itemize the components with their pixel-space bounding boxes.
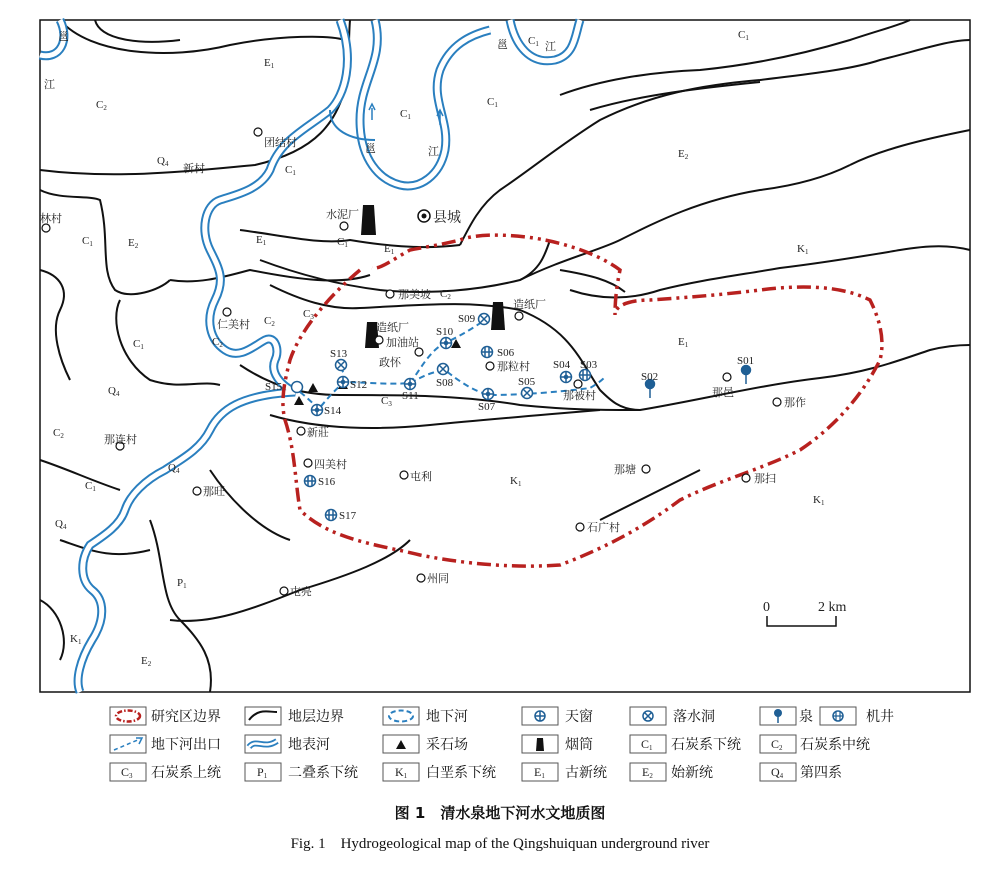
legend-item-spring (760, 707, 813, 725)
station-label: S07 (478, 401, 496, 413)
strata-label: C1 (82, 235, 93, 248)
legend-label: 泉 (799, 709, 813, 725)
legend (110, 707, 894, 781)
legend-item-p1 (245, 763, 358, 781)
place-name: 造纸厂 (513, 298, 546, 311)
strata-label: C1 (738, 29, 749, 42)
place-name: 石广村 (587, 521, 620, 534)
village-icon (375, 336, 383, 344)
skylight-icon (561, 372, 572, 383)
place-name: 那被村 (563, 389, 596, 402)
strata-label: C1 (487, 96, 498, 109)
place-name: 屯利 (410, 470, 432, 483)
strata-label: Q4 (55, 518, 67, 531)
legend-label: 机井 (866, 709, 894, 725)
legend-item-e2 (630, 763, 713, 781)
strata-label: E2 (678, 148, 689, 161)
station-label: S11 (402, 390, 419, 402)
chimney-icon (361, 205, 376, 235)
legend-item-surface-river (245, 735, 330, 753)
strata-label: C3 (303, 308, 314, 321)
svg-text:C1: C1 (641, 737, 653, 752)
place-name: 团结村 (264, 136, 297, 149)
village-icon (297, 427, 305, 435)
skylight-icon (338, 377, 349, 388)
strata-label: K1 (70, 633, 82, 646)
village-icon (223, 308, 231, 316)
place-name: 那塘 (614, 463, 636, 476)
village-icon (386, 290, 394, 298)
village-icon (576, 523, 584, 531)
village-icon (193, 487, 201, 495)
well-icon (580, 370, 591, 381)
place-name: 那扫 (754, 472, 776, 485)
place-name: 政怀 (379, 356, 401, 369)
river-char: 江 (428, 145, 439, 158)
village-icon (340, 222, 348, 230)
village-icon (254, 128, 262, 136)
station-label: S12 (350, 379, 368, 391)
place-name: 那邑 (712, 386, 734, 399)
village-icon (280, 587, 288, 595)
strata-label: C2 (212, 336, 223, 349)
place-name: 新村 (183, 162, 205, 175)
strata-label: C2 (440, 288, 451, 301)
village-icon (574, 380, 582, 388)
svg-text:C3: C3 (121, 765, 133, 780)
place-name: 林村 (40, 212, 62, 225)
figure-caption-cn: 图 1 清水泉地下河水文地质图 (394, 804, 606, 822)
strata-label: C3 (381, 395, 392, 408)
legend-label: 第四系 (800, 765, 842, 781)
station-label: S08 (436, 377, 454, 389)
county-seat-icon (418, 210, 430, 222)
svg-text:Q4: Q4 (771, 765, 784, 780)
legend-label: 地表河 (288, 737, 330, 753)
legend-label: 古新统 (565, 765, 607, 781)
svg-text:P1: P1 (257, 765, 268, 780)
skylight-icon (405, 379, 416, 390)
legend-item-c2 (760, 735, 870, 753)
strata-label: E1 (384, 243, 395, 256)
station-label: S03 (580, 359, 598, 371)
legend-label: 石炭系上统 (151, 765, 221, 781)
legend-item-strata-boundary (245, 707, 344, 725)
place-name: 水泥厂 (326, 208, 359, 221)
chimney-icon (491, 302, 505, 330)
place-name: 那美坡 (398, 288, 431, 301)
legend-label: 石炭系下统 (671, 737, 741, 753)
strata-label: E1 (678, 336, 689, 349)
strata-label: C1 (285, 164, 296, 177)
station-label: S14 (324, 405, 342, 417)
station-label: S06 (497, 347, 515, 359)
legend-item-chimney (522, 735, 593, 753)
place-name: 四美村 (314, 458, 347, 471)
strata-label: K1 (813, 494, 825, 507)
place-name: 新莊 (307, 426, 329, 439)
strata-label: C2 (264, 315, 275, 328)
strata-label: Q4 (108, 385, 120, 398)
village-icon (304, 459, 312, 467)
strata-label: K1 (797, 243, 809, 256)
outlet-icon (292, 382, 303, 393)
legend-item-underground-river (383, 707, 468, 725)
skylight-icon (483, 389, 494, 400)
legend-label: 石炭系中统 (800, 737, 870, 753)
station-label: S02 (641, 371, 659, 383)
village-icon (742, 474, 750, 482)
sinkhole-icon (438, 364, 449, 375)
station-label: S01 (737, 355, 755, 367)
strata-label: C1 (400, 108, 411, 121)
strata-label: Q4 (157, 155, 169, 168)
river-char: 江 (545, 40, 556, 53)
place-name: 州同 (427, 572, 449, 585)
legend-item-k1 (383, 763, 496, 781)
strata-label: E1 (256, 234, 267, 247)
legend-label: 二叠系下统 (288, 765, 358, 781)
place-name: 县城 (433, 210, 461, 226)
svg-text:K1: K1 (395, 765, 408, 780)
village-icon (417, 574, 425, 582)
scale-zero: 0 (763, 600, 770, 615)
legend-label: 研究区边界 (151, 709, 221, 725)
strata-label: K1 (510, 475, 522, 488)
river-char: 邕 (58, 30, 69, 43)
place-name: 那粒村 (497, 360, 530, 373)
legend-item-sinkhole (630, 707, 715, 725)
village-icon (515, 312, 523, 320)
village-icon (486, 362, 494, 370)
place-name: 加油站 (386, 336, 419, 349)
legend-label: 白垩系下统 (426, 765, 496, 781)
strata-label: E2 (128, 237, 139, 250)
sinkhole-icon (336, 360, 347, 371)
legend-item-c3 (110, 763, 221, 781)
legend-item-e1 (522, 763, 607, 781)
place-name: 造纸厂 (376, 321, 409, 334)
scale-label: 2 km (818, 600, 847, 615)
strata-label: E1 (264, 57, 275, 70)
village-icon (400, 471, 408, 479)
village-icon (723, 373, 731, 381)
strata-label: P1 (177, 577, 187, 590)
legend-label: 地下河出口 (151, 737, 221, 753)
strata-label: C1 (337, 236, 348, 249)
strata-label: C1 (528, 35, 539, 48)
village-icon (415, 348, 423, 356)
station-label: S10 (436, 326, 454, 338)
station-label: S13 (330, 348, 348, 360)
legend-item-skylight (522, 707, 593, 725)
figure-caption-en: Fig. 1 Hydrogeological map of the Qingshuiquan underground river (290, 836, 710, 852)
strata-label: C1 (133, 338, 144, 351)
legend-item-c1 (630, 735, 741, 753)
legend-label: 落水洞 (673, 709, 715, 725)
station-label: S16 (318, 476, 336, 488)
legend-label: 天窗 (565, 709, 593, 725)
station-label: S15 (265, 381, 283, 393)
place-name: 那旺 (203, 485, 225, 498)
place-name: 那连村 (104, 433, 137, 446)
legend-label: 采石场 (426, 737, 468, 753)
svg-text:E1: E1 (534, 765, 545, 780)
strata-label: C1 (85, 480, 96, 493)
legend-label: 地层边界 (288, 709, 344, 725)
legend-label: 地下河 (426, 709, 468, 725)
sinkhole-icon (479, 314, 490, 325)
well-icon (482, 347, 493, 358)
station-label: S17 (339, 510, 357, 522)
legend-item-outlet (110, 735, 221, 753)
svg-text:C2: C2 (771, 737, 783, 752)
strata-label: E2 (141, 655, 152, 668)
legend-label: 始新统 (671, 765, 713, 781)
legend-item-boundary (110, 707, 221, 725)
station-label: S04 (553, 359, 571, 371)
station-label: S05 (518, 376, 536, 388)
river-char: 江 (44, 78, 55, 91)
place-name: 那作 (784, 396, 806, 409)
well-icon (326, 510, 337, 521)
village-icon (42, 224, 50, 232)
legend-item-q4 (760, 763, 842, 781)
place-name: 屯亮 (290, 585, 312, 598)
strata-label: Q4 (168, 462, 180, 475)
station-label: S09 (458, 313, 476, 325)
sinkhole-icon (522, 388, 533, 399)
strata-label: C2 (96, 99, 107, 112)
legend-item-well (820, 707, 894, 725)
strata-label: C2 (53, 427, 64, 440)
well-icon (305, 476, 316, 487)
village-icon (642, 465, 650, 473)
place-name: 仁美村 (217, 318, 250, 331)
svg-text:E2: E2 (642, 765, 653, 780)
river-char: 邕 (365, 142, 376, 155)
legend-item-quarry (383, 735, 468, 753)
river-char: 邕 (497, 38, 508, 51)
skylight-icon (441, 338, 452, 349)
village-icon (773, 398, 781, 406)
skylight-icon (312, 405, 323, 416)
legend-label: 烟筒 (565, 737, 593, 753)
